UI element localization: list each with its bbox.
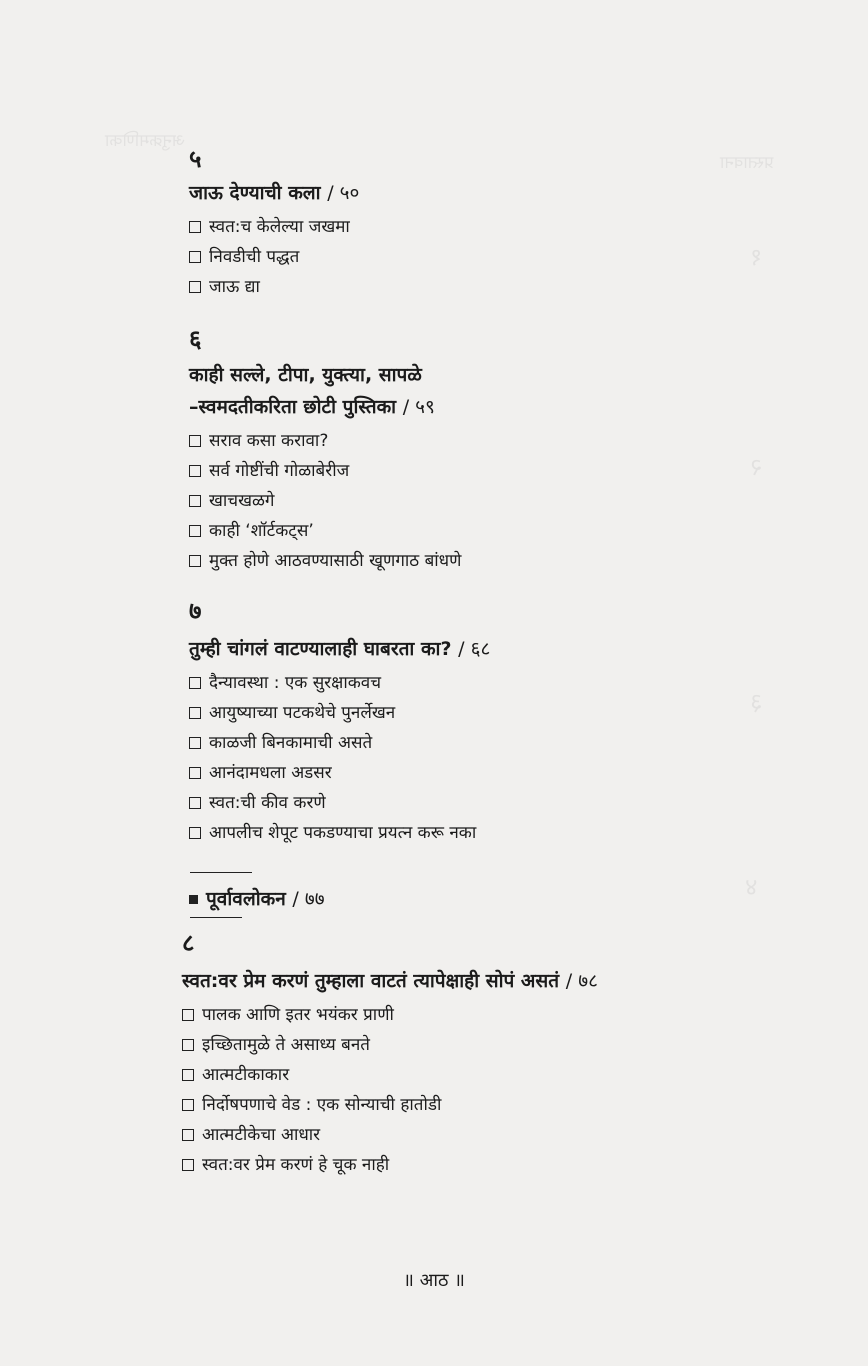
chapter-title — [189, 360, 461, 390]
chapter-number: ५ — [189, 145, 202, 173]
checkbox-icon — [189, 797, 201, 809]
list-item: इच्छितामुळे ते असाध्य बनते — [182, 1030, 598, 1060]
list-item: स्वत:ची कीव करणे — [189, 788, 490, 818]
show-through-text: १ — [750, 243, 763, 271]
page-number: / ५९ — [402, 396, 435, 418]
topic-list — [189, 668, 490, 848]
checkbox-icon — [189, 525, 201, 537]
checkbox-icon — [182, 1099, 194, 1111]
page-number: / ५० — [327, 182, 360, 204]
chapter-5 — [189, 146, 359, 302]
chapter-subtitle — [189, 392, 461, 422]
chapter-title — [189, 178, 359, 208]
list-item: निवडीची पद्धत — [189, 242, 359, 272]
checkbox-icon — [189, 677, 201, 689]
list-item: काही ‘शॉर्टकट्स’ — [189, 516, 461, 546]
show-through-text: अनुक्रमणिका — [105, 131, 185, 151]
review-heading — [189, 884, 325, 914]
checkbox-icon — [189, 737, 201, 749]
checkbox-icon — [182, 1159, 194, 1171]
list-item: मुक्त होणे आठवण्यासाठी खूणगाठ बांधणे — [189, 546, 461, 576]
list-item: स्वत:च केलेल्या जखमा — [189, 212, 359, 242]
list-item: दैन्यावस्था : एक सुरक्षाकवच — [189, 668, 490, 698]
divider-bottom — [190, 917, 242, 918]
checkbox-icon — [182, 1009, 194, 1021]
topic-list — [182, 1000, 598, 1180]
checkbox-icon — [189, 495, 201, 507]
list-item: आनंदामधला अडसर — [189, 758, 490, 788]
chapter-title-text: काही सल्ले, टीपा, युक्त्या, सापळे — [189, 364, 422, 386]
chapter-number: ८ — [182, 929, 195, 957]
checkbox-icon — [182, 1129, 194, 1141]
review-title: पूर्वावलोकन — [206, 888, 286, 910]
chapter-title — [189, 634, 490, 664]
checkbox-icon — [189, 707, 201, 719]
checkbox-icon — [189, 827, 201, 839]
list-item: आयुष्याच्या पटकथेचे पुनर्लेखन — [189, 698, 490, 728]
checkbox-icon — [189, 465, 201, 477]
chapter-6 — [189, 326, 461, 576]
divider-top — [190, 872, 252, 873]
list-item: काळजी बिनकामाची असते — [189, 728, 490, 758]
filled-square-icon — [189, 895, 198, 904]
chapter-title — [182, 966, 598, 996]
list-item: जाऊ द्या — [189, 272, 359, 302]
checkbox-icon — [189, 281, 201, 293]
show-through-text: ३ — [750, 688, 763, 716]
list-item: निर्दोषपणाचे वेड : एक सोन्याची हातोडी — [182, 1090, 598, 1120]
page-number: / ६८ — [458, 638, 491, 660]
chapter-title-text: जाऊ देण्याची कला — [189, 182, 321, 204]
checkbox-icon — [189, 435, 201, 447]
chapter-8 — [182, 930, 598, 1180]
page-footer: ॥ आठ ॥ — [403, 1270, 465, 1291]
list-item: स्वत:वर प्रेम करणं हे चूक नाही — [182, 1150, 598, 1180]
topic-list — [189, 426, 461, 576]
chapter-title-text: स्वत:वर प्रेम करणं तुम्हाला वाटतं त्यापेक्षाही सोपं असतं — [182, 970, 560, 992]
list-item: सर्व गोष्टींची गोळाबेरीज — [189, 456, 461, 486]
checkbox-icon — [189, 221, 201, 233]
checkbox-icon — [189, 555, 201, 567]
show-through-text: ४ — [745, 873, 758, 901]
checkbox-icon — [182, 1069, 194, 1081]
checkbox-icon — [189, 251, 201, 263]
page-number: / ७८ — [565, 970, 598, 992]
list-item: खाचखळगे — [189, 486, 461, 516]
chapter-number: ६ — [189, 325, 202, 353]
list-item: आत्मटीकाकार — [182, 1060, 598, 1090]
list-item: आपलीच शेपूट पकडण्याचा प्रयत्न करू नका — [189, 818, 490, 848]
show-through-text: प्रस्तावना — [720, 153, 774, 173]
show-through-text: २ — [750, 453, 763, 481]
chapter-7 — [189, 598, 490, 848]
chapter-number: ७ — [189, 597, 202, 625]
chapter-title-text: तुम्ही चांगलं वाटण्यालाही घाबरता का? — [189, 638, 452, 660]
list-item: आत्मटीकेचा आधार — [182, 1120, 598, 1150]
list-item: सराव कसा करावा? — [189, 426, 461, 456]
checkbox-icon — [189, 767, 201, 779]
list-item: पालक आणि इतर भयंकर प्राणी — [182, 1000, 598, 1030]
chapter-subtitle-text: –स्वमदतीकरिता छोटी पुस्तिका — [189, 396, 397, 418]
checkbox-icon — [182, 1039, 194, 1051]
page-number: / ७७ — [292, 888, 325, 910]
topic-list — [189, 212, 359, 302]
